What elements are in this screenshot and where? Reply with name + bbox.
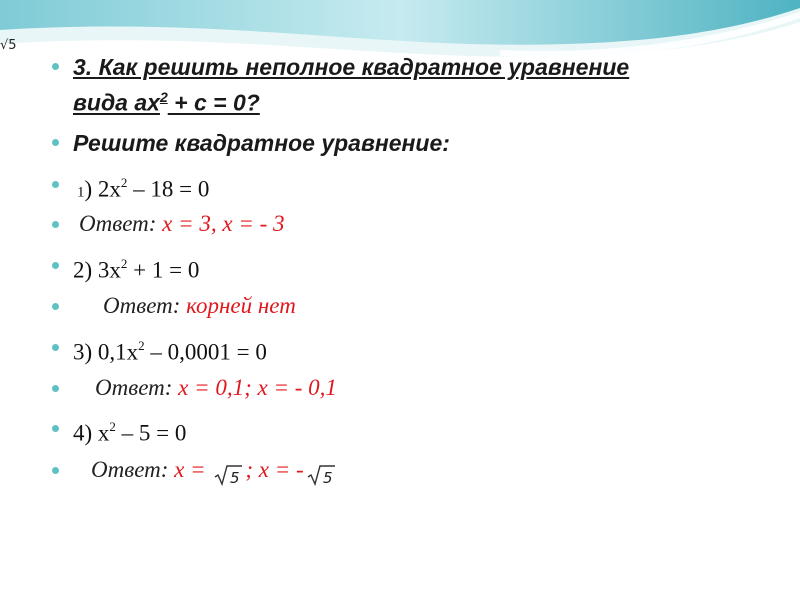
answer-4: Ответ: х = 5 ; х = - 5 [91,456,338,484]
list-item-equation-4 [52,414,186,448]
list-item-answer-3 [52,374,337,402]
corner-sqrt-symbol: √5 [0,38,17,53]
list-item-heading [52,52,629,118]
list-item-equation-1 [52,170,209,207]
answer-3: Ответ: х = 0,1; х = - 0,1 [95,375,337,400]
bullet-icon [52,262,59,269]
list-item-equation-2 [52,251,199,285]
task-heading: Решите квадратное уравнение: [73,130,450,156]
bullet-icon [52,181,59,188]
answer-2: Ответ: корней нет [103,293,296,318]
list-item-task [52,128,450,158]
equation-2: 2) $3х^2 + 1 = 0$ [73,256,200,283]
answer-1: Ответ: х = 3, х = - 3 [79,211,285,236]
equation-1: 1) $2х^2 - 18 = 0$ [77,175,210,202]
svg-text:5: 5 [230,468,240,487]
bullet-icon [52,467,59,474]
heading-line-1: 3. Как решить неполное квадратное уравнение [73,54,630,80]
sqrt-5-symbol [213,463,243,487]
bullet-icon [52,303,59,310]
list-item-equation-3 [52,333,267,367]
list-item-answer-1 [52,210,285,238]
list-item-answer-4 [52,456,338,487]
equation-3: 3) $0,1х^2 - 0,0001 = 0$ [73,338,267,365]
heading-line-2: вида $ах^2 + с = 0$? [73,89,260,116]
bullet-icon [52,63,59,70]
bullet-icon [52,221,59,228]
list-item-answer-2 [52,292,296,320]
svg-text:5: 5 [322,468,333,487]
bullet-icon [52,385,59,392]
sqrt-5-symbol [306,463,336,487]
equation-4: 4) $х^2 - 5 = 0$ [73,419,187,446]
bullet-icon [52,139,59,146]
bullet-icon [52,425,59,432]
bullet-icon [52,344,59,351]
